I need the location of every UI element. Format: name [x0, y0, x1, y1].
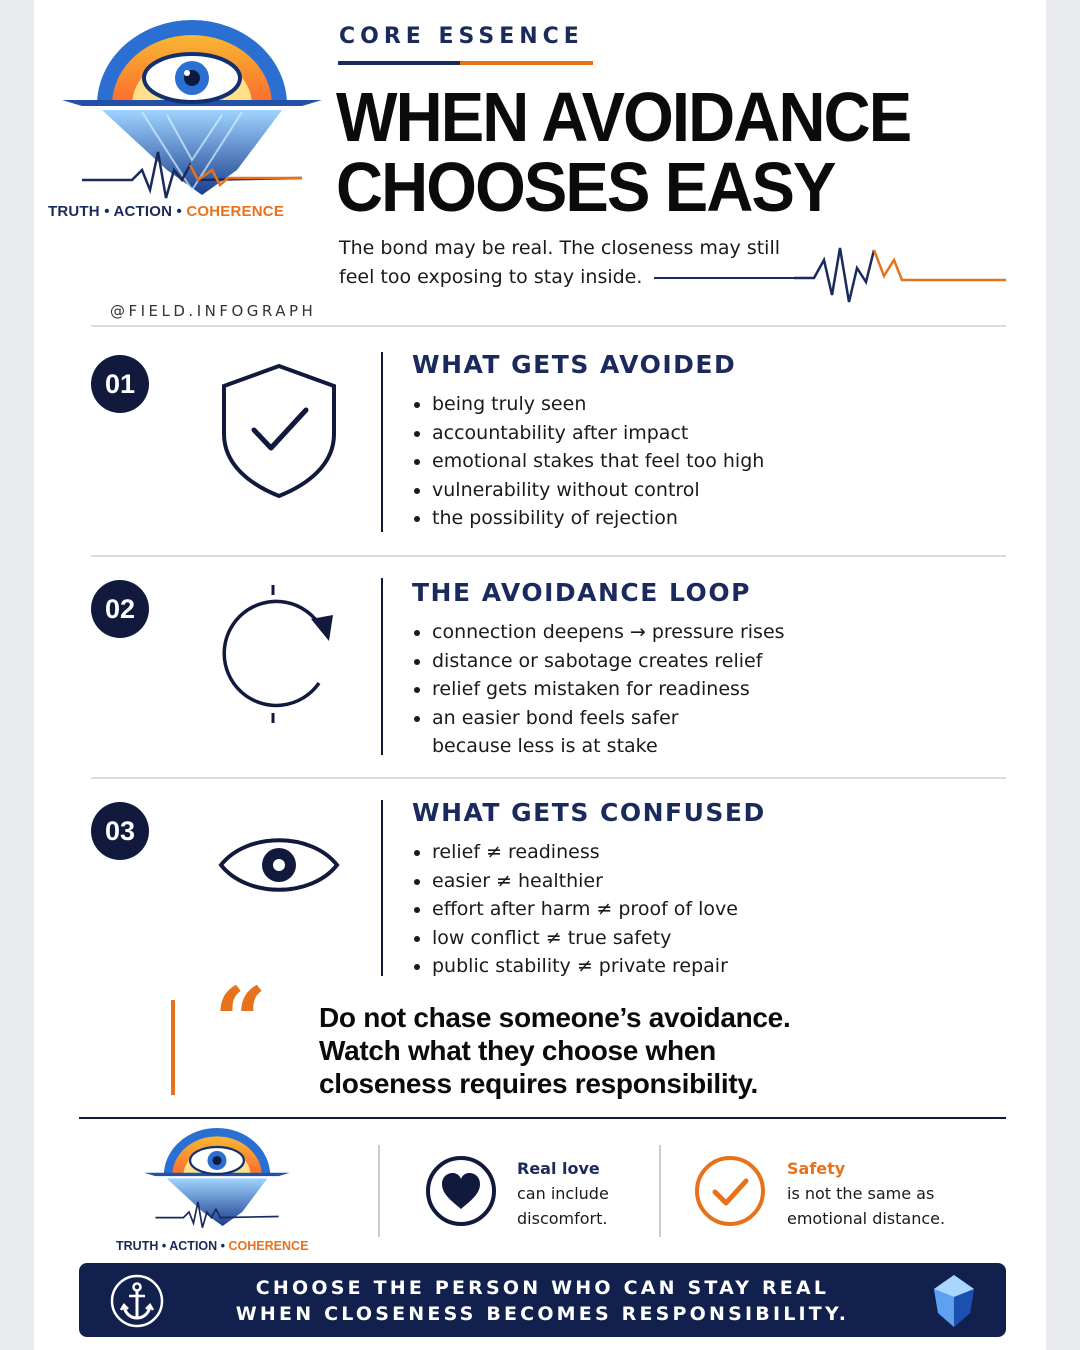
list-item: easier ≠ healthier [412, 867, 738, 896]
heartbeat-line-icon [654, 240, 1006, 310]
title-line-2: CHOOSES EASY [336, 148, 835, 226]
list-item: relief ≠ readiness [412, 838, 738, 867]
section-number-badge: 02 [91, 580, 149, 638]
footer-card-divider [378, 1145, 380, 1237]
social-handle: @FIELD.INFOGRAPH [110, 302, 317, 320]
eyebrow-label: CORE ESSENCE [339, 24, 584, 49]
tagline-action: ACTION [169, 1239, 218, 1253]
card-highlight: Safety [787, 1159, 846, 1178]
eye-icon [209, 830, 349, 900]
section-heading: WHAT GETS CONFUSED [412, 798, 766, 827]
section-vertical-rule [381, 578, 383, 755]
card-safety [787, 1156, 945, 1231]
tagline-separator: • [161, 1239, 167, 1253]
list-item: effort after harm ≠ proof of love [412, 895, 738, 924]
list-item: distance or sabotage creates relief [412, 647, 785, 676]
quote-accent-bar [171, 1000, 175, 1095]
section-divider [91, 777, 1006, 779]
anchor-icon [109, 1273, 165, 1329]
bullet-list [412, 838, 738, 981]
tagline-separator: • [104, 203, 110, 220]
gem-icon [930, 1273, 978, 1329]
section-divider [91, 325, 1006, 327]
tagline-coherence: COHERENCE [228, 1239, 309, 1253]
list-item: public stability ≠ private repair [412, 952, 738, 981]
bullet-list [412, 618, 785, 761]
page-title [336, 78, 931, 226]
section-number-badge: 03 [91, 802, 149, 860]
quote-mark-icon: “ [214, 967, 267, 1075]
brand-tagline [48, 203, 308, 220]
card-line: can include [517, 1184, 609, 1203]
section-heading: WHAT GETS AVOIDED [412, 350, 737, 379]
card-line: discomfort. [517, 1209, 608, 1228]
heart-icon [425, 1155, 497, 1227]
pull-quote [319, 1001, 839, 1100]
section-heading: THE AVOIDANCE LOOP [412, 578, 751, 607]
tagline-coherence: COHERENCE [186, 203, 285, 220]
list-item: connection deepens → pressure rises [412, 618, 785, 647]
list-item: relief gets mistaken for readiness [412, 675, 785, 704]
subtitle-line-2: feel too exposing to stay inside. [339, 266, 643, 288]
section-number-badge: 01 [91, 355, 149, 413]
card-line: is not the same as [787, 1184, 935, 1203]
check-circle-icon [694, 1155, 766, 1227]
banner-message [189, 1275, 896, 1327]
list-item: accountability after impact [412, 419, 764, 448]
section-divider [91, 555, 1006, 557]
shield-check-icon [209, 360, 349, 500]
list-item: emotional stakes that feel too high [412, 447, 764, 476]
title-line-1: WHEN AVOIDANCE [336, 78, 911, 156]
subtitle-line-1: The bond may be real. The closeness may still [339, 237, 781, 259]
brand-logo-eye-iceberg [62, 20, 322, 220]
list-item: being truly seen [412, 390, 764, 419]
loop-arrow-icon [209, 583, 349, 725]
footer-card-divider [659, 1145, 661, 1237]
card-line: emotional distance. [787, 1209, 946, 1228]
section-vertical-rule [381, 352, 383, 532]
section-vertical-rule [381, 800, 383, 976]
list-item: the possibility of rejection [412, 504, 764, 533]
brand-logo-small [142, 1128, 292, 1240]
eyebrow-underline [338, 61, 593, 65]
closing-banner [79, 1263, 1006, 1337]
bullet-list [412, 390, 764, 533]
quote-line-2: Watch what they choose when [319, 1035, 716, 1066]
tagline-truth: TRUTH [48, 203, 100, 220]
card-real-love [517, 1156, 609, 1231]
card-highlight: Real love [517, 1159, 600, 1178]
banner-line-2: WHEN CLOSENESS BECOMES RESPONSIBILITY. [235, 1303, 850, 1325]
banner-line-1: CHOOSE THE PERSON WHO CAN STAY REAL [255, 1277, 830, 1299]
list-item: low conflict ≠ true safety [412, 924, 738, 953]
list-item-continuation: because less is at stake [432, 735, 658, 757]
brand-tagline-small [116, 1239, 308, 1253]
tagline-action: ACTION [113, 203, 173, 220]
footer-divider [79, 1117, 1006, 1119]
list-item: an easier bond feels safer [412, 704, 785, 733]
tagline-separator: • [220, 1239, 226, 1253]
infographic-page [34, 0, 1046, 1350]
tagline-separator: • [176, 203, 182, 220]
quote-line-3: closeness requires responsibility. [319, 1068, 759, 1099]
list-item: vulnerability without control [412, 476, 764, 505]
tagline-truth: TRUTH [116, 1239, 159, 1253]
quote-line-1: Do not chase someone’s avoidance. [319, 1002, 791, 1033]
